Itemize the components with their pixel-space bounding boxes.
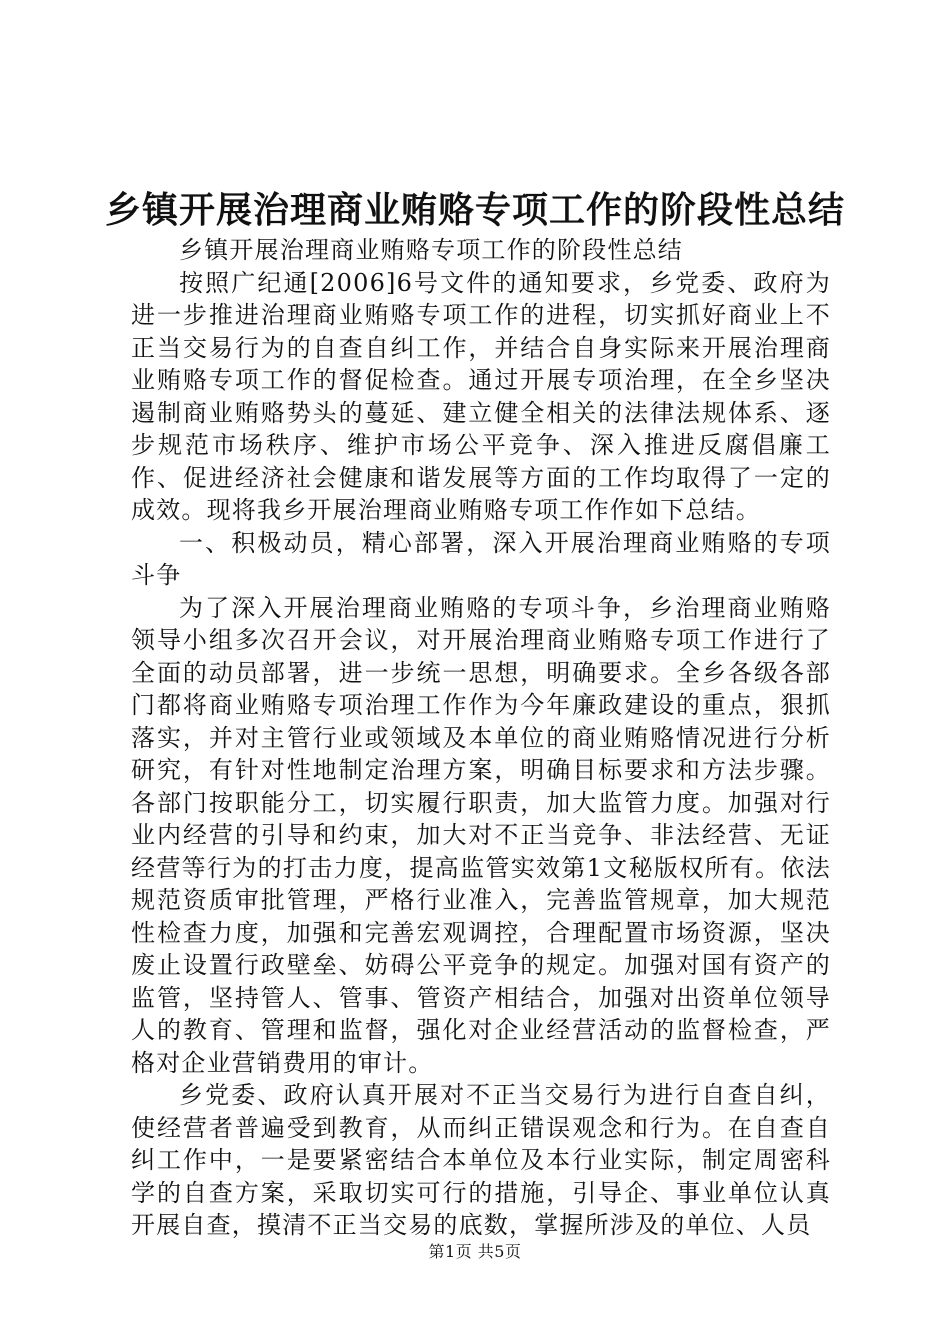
subtitle-paragraph: 乡镇开展治理商业贿赂专项工作的阶段性总结 [179,236,683,264]
body-paragraph: 乡党委、政府认真开展对不正当交易行为进行自查自纠，使经营者普遍受到教育，从而纠正错误观念和行为。在自查自纠工作中，一是要紧密结合本单位及本行业实际，制定周密科学的自查方案，采取切实可行的措施，引导企、事业单位认真开展自查，摸清不正当交易的底数，掌握所涉及的单位、人员 [131,1081,831,1239]
intro-paragraph: 按照广纪通[2006]6号文件的通知要求，乡党委、政府为进一步推进治理商业贿赂专项工作的进程，切实抓好商业上不正当交易行为的自查自纠工作，并结合自身实际来开展治理商业贿赂专项工作的督促检查。通过开展专项治理，在全乡坚决遏制商业贿赂势头的蔓延、建立健全相关的法律法规体系、逐步规范市场秩序、维护市场公平竞争、深入推进反腐倡廉工作、促进经济社会健康和谐发展等方面的工作均取得了一定的成效。现将我乡开展治理商业贿赂专项工作作如下总结。 [131,268,831,524]
page-footer: 第1页 共5页 [428,1242,522,1261]
document-title: 乡镇开展治理商业贿赂专项工作的阶段性总结 [104,189,845,231]
document-body [131,234,831,1242]
body-paragraph: 为了深入开展治理商业贿赂的专项斗争，乡治理商业贿赂领导小组多次召开会议，对开展治理商业贿赂专项工作进行了全面的动员部署，进一步统一思想，明确要求。全乡各级各部门都将商业贿赂专项治理工作作为今年廉政建设的重点，狠抓落实，并对主管行业或领域及本单位的商业贿赂情况进行分析研究，有针对性地制定治理方案，明确目标要求和方法步骤。各部门按职能分工，切实履行职责，加大监管力度。加强对行业内经营的引导和约束，加大对不正当竞争、非法经营、无证经营等行为的打击力度，提高监管实效第1文秘版权所有。依法规范资质审批管理，严格行业准入，完善监管规章，加大规范性检查力度，加强和完善宏观调控，合理配置市场资源，坚决废止设置行政壁垒、妨碍公平竞争的规定。加强对国有资产的监管，坚持管人、管事、管资产相结合，加强对出资单位领导人的教育、管理和监督，强化对企业经营活动的监督检查，严格对企业营销费用的审计。 [131,593,831,1077]
section-heading: 一、积极动员，精心部署，深入开展治理商业贿赂的专项斗争 [131,528,831,589]
